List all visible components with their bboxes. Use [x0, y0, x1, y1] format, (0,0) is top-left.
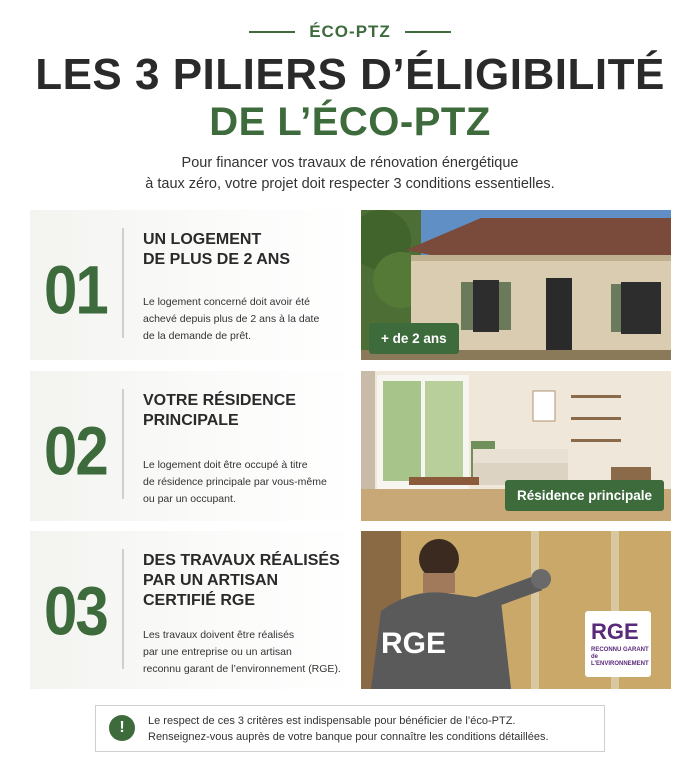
- intro-text: [0, 153, 700, 195]
- eyebrow: [0, 22, 700, 42]
- rge-logo-caption: RECONNU GARANT de L’ENVIRONNEMENT: [591, 647, 649, 667]
- pillar-card: [30, 531, 360, 689]
- eyebrow-label: ÉCO-PTZ: [309, 22, 391, 41]
- pillar-description-line: Le logement concerné doit avoir été: [143, 296, 310, 308]
- pillar-title: [143, 230, 353, 270]
- pillar-2: [30, 371, 671, 521]
- pillar-description-line: par une entreprise ou un artisan: [143, 646, 292, 658]
- pillar-title-line: CERTIFIÉ RGE: [143, 592, 256, 609]
- house-photo: [361, 210, 671, 360]
- pillar-description-line: achevé depuis plus de 2 ans à la date: [143, 313, 320, 325]
- pillar-description: [143, 457, 353, 508]
- pillar-card: [30, 210, 360, 360]
- page-subtitle: DE L’ÉCO-PTZ: [209, 100, 491, 144]
- info-note-line: Le respect de ces 3 critères est indispensable pour bénéficier de l’éco-PTZ.: [148, 715, 516, 727]
- pillar-number: 03: [44, 572, 107, 650]
- pillar-number: 01: [44, 251, 107, 329]
- page-title: LES 3 PILIERS D’ÉLIGIBILITÉ: [35, 50, 665, 99]
- pillar-title: [143, 391, 353, 431]
- pillar-description: [143, 627, 353, 678]
- pillar-title-line: DE PLUS DE 2 ANS: [143, 251, 290, 268]
- pillar-description-line: Le logement doit être occupé à titre: [143, 459, 308, 471]
- divider: [122, 549, 124, 669]
- pillar-title: [143, 551, 353, 611]
- info-note: [95, 705, 605, 752]
- pillar-title-line: DES TRAVAUX RÉALISÉS: [143, 552, 340, 569]
- pillar-description-line: de résidence principale par vous-même: [143, 476, 327, 488]
- pillar-title-line: VOTRE RÉSIDENCE: [143, 392, 296, 409]
- pillar-description-line: reconnu garant de l’environnement (RGE).: [143, 663, 341, 675]
- rge-logo-mark: RGE: [591, 619, 639, 644]
- pillar-title-line: PAR UN ARTISAN: [143, 572, 279, 589]
- pillar-title-line: PRINCIPALE: [143, 412, 239, 429]
- age-badge: + de 2 ans: [369, 323, 459, 354]
- divider: [122, 389, 124, 499]
- pillar-description-line: Les travaux doivent être réalisés: [143, 629, 295, 641]
- divider-left: [249, 31, 295, 33]
- pillar-description-line: ou par un occupant.: [143, 493, 236, 505]
- vest-rge-text: RGE: [381, 627, 447, 660]
- pillar-card: [30, 371, 360, 521]
- living-room-photo: [361, 371, 671, 521]
- divider: [122, 228, 124, 338]
- worker-photo: [361, 531, 671, 689]
- residence-badge: Résidence principale: [505, 480, 664, 511]
- info-note-text: [148, 713, 598, 745]
- divider-right: [405, 31, 451, 33]
- pillar-title-line: UN LOGEMENT: [143, 231, 262, 248]
- exclamation-icon: !: [109, 715, 135, 741]
- info-note-line: Renseignez-vous auprès de votre banque pour connaître les conditions détaillées.: [148, 731, 549, 743]
- pillar-3: [30, 531, 671, 681]
- pillar-1: [30, 210, 671, 360]
- pillar-description: [143, 294, 353, 345]
- intro-line-1: Pour financer vos travaux de rénovation énergétique: [181, 155, 519, 171]
- pillar-number: 02: [44, 412, 107, 490]
- rge-logo: [585, 611, 651, 677]
- intro-line-2: à taux zéro, votre projet doit respecter 3 conditions essentielles.: [145, 176, 555, 192]
- pillar-description-line: de la demande de prêt.: [143, 330, 251, 342]
